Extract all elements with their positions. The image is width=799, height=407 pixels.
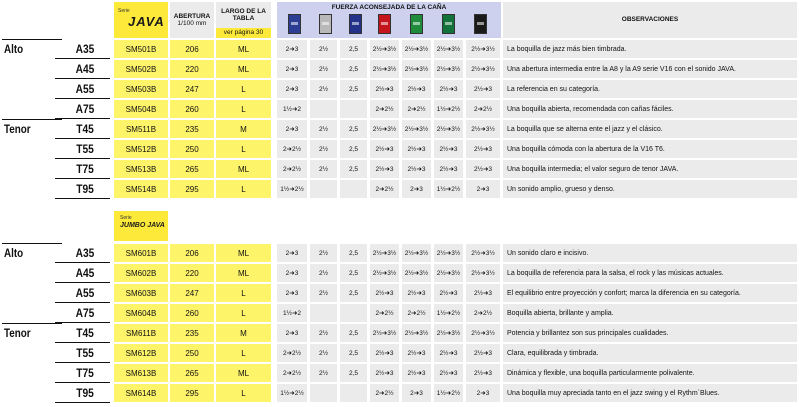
abertura-cell: 265: [170, 364, 214, 382]
strength-cell: 2½➜3½: [466, 60, 500, 78]
strength-cell: 2½➜3½: [370, 120, 399, 138]
model-label: A45: [75, 62, 95, 76]
blue-reed-box-icon: [288, 14, 301, 34]
strength-cell: 2½➜3: [466, 344, 500, 362]
strength-cell: 2½: [310, 344, 337, 362]
strength-cell: [310, 180, 337, 198]
strength-cell: 1½➜2½: [434, 304, 463, 322]
reference-cell: SM614B: [114, 384, 168, 402]
observation-cell: Una boquilla abierta, recomendada con cañas fáciles.: [503, 100, 797, 118]
strength-cell: 2½➜3½: [370, 324, 399, 342]
observation-cell: La boquilla de referencia para la salsa, el rock y las músicas actuales.: [503, 264, 797, 282]
java-logo-box: [114, 2, 168, 38]
abertura-cell: 260: [170, 100, 214, 118]
model-label: T75: [76, 162, 94, 176]
model-underline: [55, 282, 110, 283]
strength-cell: [340, 304, 367, 322]
observation-cell: Una abertura intermedia entre la A8 y la A9 serie V16 con el sonido JAVA.: [503, 60, 797, 78]
reed-label-stripe: [413, 22, 420, 25]
observation-cell: Una boquilla muy apreciada tanto en el jazz swing y el Rythm´Blues.: [503, 384, 797, 402]
strength-cell: 2➜2½: [402, 304, 431, 322]
strength-cell: [310, 384, 337, 402]
v21-reed-box-icon: [349, 14, 362, 34]
reference-cell: SM512B: [114, 140, 168, 158]
observation-cell: El equilibrio entre proyección y confort; marca la diferencia en su categoría.: [503, 284, 797, 302]
group-top-line: [2, 119, 62, 120]
model-label: T95: [76, 386, 94, 400]
strength-cell: 2,5: [340, 140, 367, 158]
model-label: A75: [75, 102, 95, 116]
strength-cell: 2➜2½: [277, 364, 307, 382]
observation-cell: La boquilla que se alterna ente el jazz y el clásico.: [503, 120, 797, 138]
strength-cell: 2,5: [340, 80, 367, 98]
tabla-cell: ML: [216, 60, 271, 78]
strength-cell: 2➜3: [277, 60, 307, 78]
reed-label-stripe: [477, 22, 484, 25]
strength-cell: 2½➜3½: [402, 264, 431, 282]
abertura-cell: 250: [170, 140, 214, 158]
abertura-cell: 206: [170, 40, 214, 58]
strength-cell: 2➜2½: [466, 304, 500, 322]
strength-cell: 2½➜3½: [402, 120, 431, 138]
tabla-cell: ML: [216, 364, 271, 382]
strength-cell: 2½: [310, 80, 337, 98]
reed-label-stripe: [322, 22, 329, 25]
abertura-cell: 260: [170, 304, 214, 322]
abertura-header: [170, 2, 214, 38]
observation-cell: Boquilla abierta, brillante y amplia.: [503, 304, 797, 322]
jumbo-java-logo: JUMBO JAVA: [120, 222, 165, 229]
strength-cell: 2½➜3: [466, 160, 500, 178]
green-dark-reed-box-icon: [442, 14, 455, 34]
black-reed-box-icon: [474, 14, 487, 34]
tabla-cell: ML: [216, 244, 271, 262]
strength-cell: 2½➜3½: [466, 244, 500, 262]
strength-cell: 2½: [310, 120, 337, 138]
strength-cell: 2½: [310, 140, 337, 158]
java-logo: JAVA: [128, 14, 165, 29]
abertura-cell: 247: [170, 284, 214, 302]
strength-cell: 2½➜3: [402, 160, 431, 178]
strength-cell: [310, 100, 337, 118]
strength-cell: 2➜3: [277, 40, 307, 58]
strength-cell: 2➜2½: [370, 384, 399, 402]
strength-cell: 2,5: [340, 364, 367, 382]
reference-cell: SM602B: [114, 264, 168, 282]
strength-cell: 2½➜3: [466, 140, 500, 158]
tabla-cell: L: [216, 100, 271, 118]
strength-cell: 2½➜3½: [434, 120, 463, 138]
strength-cell: 2½➜3: [434, 140, 463, 158]
observation-cell: Un sonido amplio, grueso y denso.: [503, 180, 797, 198]
strength-cell: 2½: [310, 264, 337, 282]
strength-cell: 2½: [310, 160, 337, 178]
model-label: A35: [75, 42, 95, 56]
strength-cell: 2½➜3: [402, 140, 431, 158]
model-underline: [55, 262, 110, 263]
strength-cell: 2½➜3½: [402, 60, 431, 78]
strength-cell: 2½➜3½: [370, 40, 399, 58]
model-underline: [55, 58, 110, 59]
reference-cell: SM511B: [114, 120, 168, 138]
ver-pagina-label: ver página 30: [223, 29, 264, 37]
serie-label: Serie: [118, 8, 130, 14]
reference-cell: SM501B: [114, 40, 168, 58]
strength-cell: 2,5: [340, 60, 367, 78]
model-label: T75: [76, 366, 94, 380]
tabla-cell: ML: [216, 160, 271, 178]
strength-cell: 2½➜3: [434, 284, 463, 302]
tabla-cell: L: [216, 284, 271, 302]
strength-cell: 2➜2½: [370, 180, 399, 198]
strength-cell: 2½➜3: [434, 364, 463, 382]
model-label: A45: [75, 266, 95, 280]
instrument-group-label: Alto: [4, 42, 24, 56]
model-underline: [55, 342, 110, 343]
strength-cell: 2➜3: [277, 244, 307, 262]
strength-cell: 2½➜3½: [466, 264, 500, 282]
group-top-line: [2, 323, 62, 324]
strength-cell: 1½➜2½: [277, 180, 307, 198]
tabla-cell: L: [216, 344, 271, 362]
reference-cell: SM604B: [114, 304, 168, 322]
strength-cell: 1½➜2½: [434, 100, 463, 118]
strength-cell: 2½➜3: [402, 284, 431, 302]
reference-cell: SM503B: [114, 80, 168, 98]
strength-cell: 2½➜3½: [402, 40, 431, 58]
strength-cell: 2½➜3: [434, 80, 463, 98]
reference-cell: SM612B: [114, 344, 168, 362]
abertura-cell: 295: [170, 384, 214, 402]
model-underline: [55, 158, 110, 159]
tabla-cell: ML: [216, 40, 271, 58]
tabla-cell: L: [216, 80, 271, 98]
observation-cell: La boquilla de jazz más bien timbrada.: [503, 40, 797, 58]
strength-cell: 2,5: [340, 160, 367, 178]
model-underline: [55, 98, 110, 99]
strength-cell: 2,5: [340, 264, 367, 282]
tabla-cell: ML: [216, 264, 271, 282]
strength-cell: 2➜2½: [466, 100, 500, 118]
strength-cell: 2½➜3½: [434, 40, 463, 58]
strength-cell: 2➜3: [277, 120, 307, 138]
abertura-title: ABERTURA: [173, 12, 211, 20]
tabla-cell: M: [216, 324, 271, 342]
strength-cell: 2½➜3½: [466, 40, 500, 58]
reference-cell: SM502B: [114, 60, 168, 78]
tabla-cell: L: [216, 304, 271, 322]
instrument-group-label: Tenor: [4, 122, 31, 136]
jumbo-java-logo-box: [114, 211, 168, 241]
strength-cell: 2➜3: [466, 180, 500, 198]
reference-cell: SM603B: [114, 284, 168, 302]
instrument-group-label: Tenor: [4, 326, 31, 340]
strength-cell: 2➜3: [277, 284, 307, 302]
strength-cell: 2➜2½: [277, 140, 307, 158]
abertura-cell: 235: [170, 324, 214, 342]
strength-cell: 2½➜3: [466, 364, 500, 382]
model-underline: [55, 402, 110, 403]
largo-tabla-title: LARGO DE LA TABLA: [221, 7, 266, 22]
model-underline: [55, 198, 110, 199]
largo-tabla-header: [216, 2, 271, 28]
abertura-cell: 295: [170, 180, 214, 198]
tabla-cell: M: [216, 120, 271, 138]
strength-cell: 2➜3: [402, 180, 431, 198]
abertura-cell: 206: [170, 244, 214, 262]
strength-cell: 2➜3: [277, 80, 307, 98]
model-label: A55: [75, 286, 95, 300]
strength-cell: 2½➜3½: [466, 120, 500, 138]
strength-cell: 2½➜3½: [370, 60, 399, 78]
strength-cell: 2,5: [340, 244, 367, 262]
abertura-cell: 235: [170, 120, 214, 138]
strength-cell: 2½➜3: [370, 160, 399, 178]
observation-cell: Una boquilla cómoda con la abertura de la V16 T6.: [503, 140, 797, 158]
reference-cell: SM601B: [114, 244, 168, 262]
model-underline: [55, 118, 110, 119]
instrument-group-label: Alto: [4, 246, 24, 260]
reference-cell: SM514B: [114, 180, 168, 198]
reed-label-stripe: [381, 22, 388, 25]
observation-cell: Un sonido claro e incisivo.: [503, 244, 797, 262]
strength-cell: 2½➜3: [466, 80, 500, 98]
strength-cell: 2½: [310, 364, 337, 382]
abertura-cell: 220: [170, 264, 214, 282]
strength-cell: 2½➜3½: [434, 60, 463, 78]
strength-cell: 2½➜3: [370, 284, 399, 302]
strength-cell: 2½➜3: [370, 80, 399, 98]
abertura-cell: 220: [170, 60, 214, 78]
reference-cell: SM611B: [114, 324, 168, 342]
fuerza-title: FUERZA ACONSEJADA DE LA CAÑA: [331, 4, 447, 11]
strength-cell: 2,5: [340, 120, 367, 138]
silver-reed-box-icon: [319, 14, 332, 34]
strength-cell: 2½➜3: [370, 344, 399, 362]
strength-cell: 2,5: [340, 324, 367, 342]
strength-cell: 2½➜3: [402, 364, 431, 382]
fuerza-header-box: [277, 2, 501, 38]
strength-cell: 2➜2½: [370, 100, 399, 118]
strength-cell: 2➜2½: [370, 304, 399, 322]
strength-cell: 1½➜2½: [434, 180, 463, 198]
strength-cell: 1½➜2: [277, 304, 307, 322]
strength-cell: 2½➜3½: [402, 324, 431, 342]
strength-cell: 2½➜3: [434, 344, 463, 362]
strength-cell: 2,5: [340, 40, 367, 58]
strength-cell: 2½: [310, 324, 337, 342]
model-underline: [55, 178, 110, 179]
model-underline: [55, 78, 110, 79]
strength-cell: 2½➜3½: [466, 324, 500, 342]
observation-cell: Dinámica y flexible, una boquilla particularmente polivalente.: [503, 364, 797, 382]
strength-cell: 2½➜3½: [370, 244, 399, 262]
strength-cell: 2½➜3: [402, 80, 431, 98]
strength-cell: 2½: [310, 60, 337, 78]
serie-label-2: Serie: [120, 215, 132, 221]
strength-cell: 2½➜3½: [370, 264, 399, 282]
model-label: T55: [76, 142, 94, 156]
observaciones-title: OBSERVACIONES: [621, 16, 679, 24]
observation-cell: Potencia y brillantez son sus principales cualidades.: [503, 324, 797, 342]
strength-cell: 2½➜3: [466, 284, 500, 302]
reed-label-stripe: [445, 22, 452, 25]
strength-cell: 1½➜2½: [434, 384, 463, 402]
ver-pagina-note: [216, 28, 271, 38]
strength-cell: 2➜2½: [277, 344, 307, 362]
strength-cell: [310, 304, 337, 322]
observation-cell: Una boquilla intermedia; el valor seguro de tenor JAVA.: [503, 160, 797, 178]
model-underline: [55, 138, 110, 139]
tabla-cell: L: [216, 140, 271, 158]
abertura-cell: 265: [170, 160, 214, 178]
strength-cell: 2½➜3: [434, 160, 463, 178]
strength-cell: 2½➜3½: [434, 264, 463, 282]
strength-cell: 2½➜3½: [434, 244, 463, 262]
observaciones-header: [503, 2, 797, 38]
strength-cell: 2½➜3½: [402, 244, 431, 262]
tabla-cell: L: [216, 384, 271, 402]
strength-cell: 2➜3: [402, 384, 431, 402]
group-top-line: [2, 39, 62, 40]
strength-cell: 2½➜3: [402, 344, 431, 362]
strength-cell: 2➜3: [277, 324, 307, 342]
strength-cell: 2½➜3½: [434, 324, 463, 342]
strength-cell: [340, 384, 367, 402]
red-reed-box-icon: [378, 14, 391, 34]
strength-cell: 1½➜2½: [277, 384, 307, 402]
model-label: A35: [75, 246, 95, 260]
strength-cell: 2➜3: [466, 384, 500, 402]
model-underline: [55, 322, 110, 323]
strength-cell: 2➜2½: [277, 160, 307, 178]
strength-cell: 2➜2½: [402, 100, 431, 118]
reference-cell: SM513B: [114, 160, 168, 178]
observation-cell: La referencia en su categoría.: [503, 80, 797, 98]
observation-cell: Clara, equilibrada y timbrada.: [503, 344, 797, 362]
strength-cell: 2½➜3: [370, 140, 399, 158]
model-underline: [55, 302, 110, 303]
abertura-unit: 1/100 mm: [177, 20, 207, 27]
strength-cell: [340, 180, 367, 198]
strength-cell: 2,5: [340, 344, 367, 362]
strength-cell: 2½: [310, 244, 337, 262]
strength-cell: 2,5: [340, 284, 367, 302]
tabla-cell: L: [216, 180, 271, 198]
model-label: A75: [75, 306, 95, 320]
model-label: A55: [75, 82, 95, 96]
reed-label-stripe: [291, 22, 298, 25]
reference-cell: SM504B: [114, 100, 168, 118]
model-label: T45: [76, 326, 94, 340]
strength-cell: 2➜3: [277, 264, 307, 282]
green-reed-box-icon: [410, 14, 423, 34]
reference-cell: SM613B: [114, 364, 168, 382]
model-label: T45: [76, 122, 94, 136]
strength-cell: 1½➜2: [277, 100, 307, 118]
strength-cell: [340, 100, 367, 118]
strength-cell: 2½: [310, 284, 337, 302]
abertura-cell: 247: [170, 80, 214, 98]
model-label: T95: [76, 182, 94, 196]
strength-cell: 2½: [310, 40, 337, 58]
strength-cell: 2½➜3: [370, 364, 399, 382]
model-underline: [55, 382, 110, 383]
abertura-cell: 250: [170, 344, 214, 362]
model-label: T55: [76, 346, 94, 360]
model-underline: [55, 362, 110, 363]
group-top-line: [2, 243, 62, 244]
reed-label-stripe: [352, 22, 359, 25]
